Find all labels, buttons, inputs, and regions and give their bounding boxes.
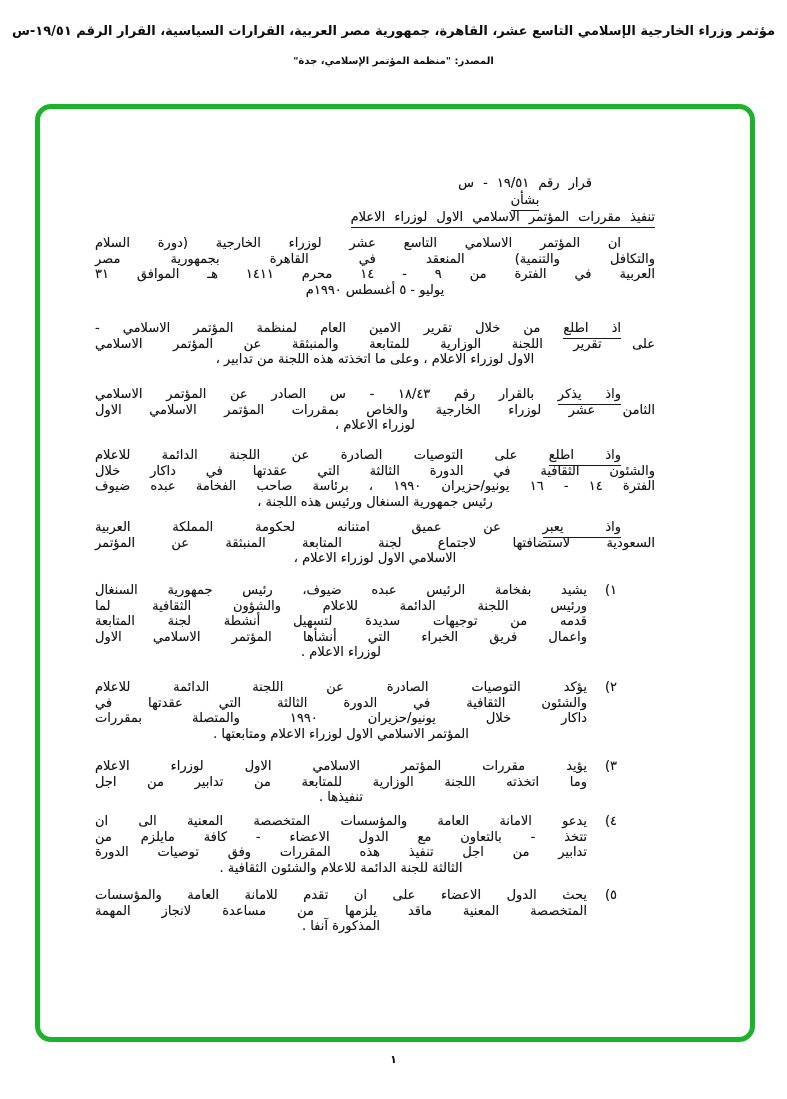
lead-underlined: واذ يعبر [543,520,621,538]
document-source-line: المصدر: "منظمة المؤتمر الإسلامي، جدة" [293,56,494,67]
paragraph-line: رئيس جمهورية السنغال ورئيس هذه اللجنة ، [257,494,493,510]
lead-underlined: اذ اطلع [563,321,621,339]
item-line: تتخذ - بالتعاون مع الدول الاعضاء - كافة مايلزم من [95,829,587,845]
item-number: (٢ [604,680,617,695]
paragraph-line [95,321,655,337]
lead-rest: من خلال تقرير الامين العام لمنظمة المؤتمر الاسلامي - [95,321,564,336]
item-number: (٥ [604,888,617,903]
document-header-citation: مؤتمر وزراء الخارجية الإسلامي التاسع عشر، القاهرة، جمهورية مصر العربية، القرارات السياسية، القرار الرقم ١٩/٥١-س [11,24,776,39]
preamble-paragraph-1 [95,236,655,298]
item-line: المؤتمر الاسلامي الاول لوزراء الاعلام ومتابعتها . [213,726,469,742]
resolution-item-2 [95,680,655,742]
paragraph-line: الاول لوزراء الاعلام ، وعلى ما اتخذته هذه اللجنة من تدابير ، [215,352,535,368]
item-line: يؤكد التوصيات الصادرة عن اللجنة الدائمة للاعلام [95,680,587,695]
paragraph-line [95,448,655,464]
paragraph-line: العربية في الفترة من ٩ - ١٤ محرم ١٤١١ هـ الموافق ٣١ [95,267,655,283]
item-line: يشيد بفخامة الرئيس عبده ضيوف، رئيس جمهورية السنغال [95,583,587,598]
resolution-item-3 [95,759,655,806]
lead-rest: عن عميق امتنانه لحكومة المملكة العربية [95,520,543,535]
item-line: الثالثة للجنة الدائمة للاعلام والشئون الثقافية . [219,860,463,876]
item-number: (٤ [604,814,617,829]
item-line: تنفيذها . [319,790,363,806]
item-line: داكار خلال يونيو/حزيران ١٩٩٠ والمتصلة بمقررات [95,711,587,727]
paragraph-line: يوليو - ٥ أغسطس ١٩٩٠م [305,282,445,298]
paragraph-line: الثامن عشر لوزراء الخارجية والخاص بمقررات المؤتمر الاسلامي الاول [95,402,655,418]
resolution-number-title: قرار رقم ١٩/٥١ - س [458,176,592,191]
paragraph-line [95,520,655,536]
preamble-paragraph-2 [95,321,655,368]
regarding-underlined: بشأن [511,193,540,211]
item-line: يؤيد مقررات المؤتمر الاسلامي الاول لوزراء الاعلام [95,759,587,774]
item-number: (١ [604,583,617,598]
paragraph-line: والشئون الثقافية في الدورة الثالثة التي عقدتها في داكار خلال [95,463,655,479]
lead-rest: على التوصيات الصادرة عن اللجنة الدائمة للاعلام [95,448,549,463]
paragraph-line [95,387,655,403]
item-number: (٣ [604,759,617,774]
resolution-subject-title [95,210,655,226]
resolution-item-1 [95,583,655,661]
subject-underlined: تنفيذ مقررات المؤتمر الاسلامي الاول لوزراء الاعلام [351,210,655,228]
page-number: ١ [390,1053,397,1066]
lead-rest: بالقرار رقم ١٨/٤٣ - س الصادر عن المؤتمر الاسلامي [95,387,558,402]
paragraph-line: على تقرير اللجنة الوزارية للمتابعة والمنبثقة عن المؤتمر الاسلامي [95,336,655,352]
item-line: يدعو الامانة العامة والمؤسسات المتخصصة المعنية الى ان [95,814,587,829]
item-line: وما اتخذته اللجنة الوزارية للمتابعة من تدابير من اجل [95,774,587,790]
paragraph-line: الاسلامي الاول لوزراء الاعلام ، [293,551,457,567]
paragraph-line: ان المؤتمر الاسلامي التاسع عشر لوزراء الخارجية (دورة السلام [95,236,621,251]
item-line: والشئون الثقافية في الدورة الثالثة التي عقدتها في [95,695,587,711]
paragraph-line: السعودية لاستضافتها لاجتماع لجنة المتابعة المنبثقة عن المؤتمر [95,535,655,551]
item-line: قدمه من توجيهات سديدة لتسهيل أنشطة لجنة المتابعة [95,614,587,630]
paragraph-line: الفترة ١٤ - ١٦ يونيو/حزيران ١٩٩٠ ، برئاسة صاحب الفخامة عبده ضيوف [95,479,655,495]
item-line: تدابير من اجل تنفيذ هذه المقررات وفق توصيات الدورة [95,845,587,861]
lead-underlined: واذ اطلع [549,448,621,466]
resolution-item-5 [95,888,655,935]
preamble-paragraph-3 [95,387,655,434]
item-line: ورئيس اللجنة الدائمة للاعلام والشؤون الثقافية لما [95,598,587,614]
preamble-paragraph-5 [95,520,655,567]
resolution-item-4 [95,814,655,876]
item-line: لوزراء الاعلام . [301,645,381,661]
item-line: واعمال فريق الخبراء التي أنشأها المؤتمر الاسلامي الاول [95,629,587,645]
item-line: المتخصصة المعنية ماقد يلزمها من مساعدة لانجاز المهمة [95,903,587,919]
paragraph-line: والتكافل والتنمية) المنعقد في القاهرة بجمهورية مصر [95,251,655,267]
item-line: يحث الدول الاعضاء على ان تقدم للامانة العامة والمؤسسات [95,888,587,903]
resolution-regarding-word [395,193,655,209]
item-line: المذكورة آنفا . [301,919,381,935]
lead-underlined: واذ يذكر [558,387,621,405]
preamble-paragraph-4 [95,448,655,510]
paragraph-line: لوزراء الاعلام ، [334,418,415,434]
